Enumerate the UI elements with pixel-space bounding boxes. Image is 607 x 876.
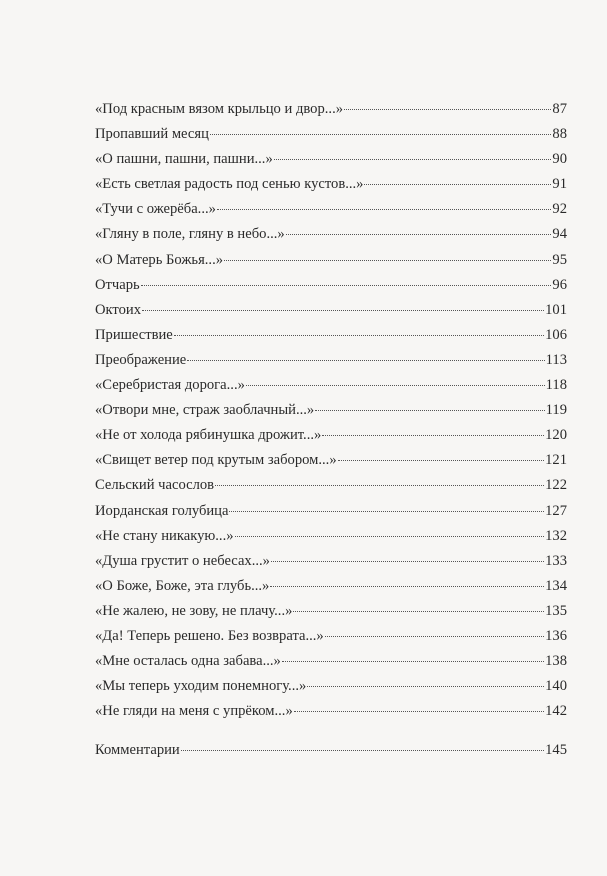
toc-dot-leader — [344, 109, 551, 110]
toc-dot-leader — [229, 511, 544, 512]
toc-entry-page: 120 — [545, 427, 567, 444]
toc-entry-title: «Гляну в поле, гляну в небо...» — [95, 226, 285, 243]
toc-entry-title: «Душа грустит о небесах...» — [95, 552, 270, 569]
toc-dot-leader — [224, 260, 551, 261]
toc-dot-leader — [315, 410, 544, 411]
toc-entry-title: Пришествие — [95, 326, 173, 343]
toc-entry-title: Преображение — [95, 351, 187, 368]
toc-entry[interactable] — [95, 448, 567, 473]
toc-entry[interactable] — [95, 248, 567, 273]
toc-entry-title: «О Матерь Божья...» — [95, 251, 224, 268]
toc-entry-page: 96 — [552, 276, 567, 293]
toc-entry[interactable] — [95, 97, 567, 122]
toc-entry-title: Октоих — [95, 301, 142, 318]
toc-entry-page: 91 — [552, 176, 567, 193]
toc-entry-page: 106 — [545, 326, 567, 343]
toc-dot-leader — [282, 661, 544, 662]
toc-entry-page: 121 — [545, 452, 567, 469]
toc-entry-title: «Мне осталась одна забава...» — [95, 653, 281, 670]
toc-entry[interactable] — [95, 373, 567, 398]
toc-dot-leader — [187, 360, 544, 361]
toc-entry-title: «Да! Теперь решено. Без возврата...» — [95, 627, 324, 644]
toc-dot-leader — [325, 636, 544, 637]
toc-entry-title: «Под красным вязом крыльцо и двор...» — [95, 101, 344, 117]
toc-entry-title: «Не стану никакую...» — [95, 527, 234, 544]
toc-entry[interactable] — [95, 549, 567, 574]
toc-entry[interactable] — [95, 699, 567, 724]
toc-dot-leader — [286, 234, 552, 235]
toc-dot-leader — [271, 561, 544, 562]
toc-dot-leader — [293, 611, 544, 612]
toc-entry-page: 95 — [552, 251, 567, 268]
toc-entry-title: Иорданская голубица — [95, 502, 229, 519]
toc-entry-page: 122 — [545, 477, 567, 494]
toc-entry-page: 118 — [545, 377, 567, 394]
toc-entry-title: Сельский часослов — [95, 477, 215, 494]
toc-dot-leader — [235, 536, 545, 537]
toc-entry-title: «О пашни, пашни, пашни...» — [95, 151, 273, 168]
toc-entry[interactable] — [95, 398, 567, 423]
toc-entry-page: 90 — [552, 151, 567, 168]
toc-entry[interactable] — [95, 222, 567, 247]
toc-dot-leader — [246, 385, 545, 386]
toc-entry-page: 138 — [545, 653, 567, 670]
toc-entry-title: «О Боже, Боже, эта глубь...» — [95, 577, 270, 594]
toc-dot-leader — [215, 485, 544, 486]
toc-dot-leader — [338, 460, 544, 461]
toc-entry[interactable] — [95, 524, 567, 549]
toc-dot-leader — [364, 184, 551, 185]
toc-entry[interactable] — [95, 348, 567, 373]
toc-entry-title: «Свищет ветер под крутым забором...» — [95, 452, 337, 469]
toc-entry-page: 94 — [552, 226, 567, 243]
toc-entry-page: 101 — [545, 301, 567, 318]
toc-entry[interactable] — [95, 574, 567, 599]
toc-entry-page: 133 — [545, 552, 567, 569]
toc-dot-leader — [294, 711, 544, 712]
toc-entry[interactable] — [95, 122, 567, 147]
toc-entry[interactable] — [95, 197, 567, 222]
toc-entry[interactable] — [95, 473, 567, 498]
toc-entry-title: «Не жалею, не зову, не плачу...» — [95, 602, 293, 619]
toc-dot-leader — [217, 209, 551, 210]
toc-entry-title: «Серебристая дорога...» — [95, 377, 245, 394]
toc-entry[interactable] — [95, 599, 567, 624]
toc-entry-title: «Мы теперь уходим понемногу...» — [95, 678, 307, 695]
toc-entry-page: 134 — [545, 577, 567, 594]
toc-dot-leader — [174, 335, 544, 336]
toc-entry-title: Отчарь — [95, 276, 140, 293]
toc-entry-page: 136 — [545, 627, 567, 644]
toc-entry[interactable] — [95, 499, 567, 524]
toc-entry-page: 87 — [552, 101, 567, 117]
toc-entry[interactable] — [95, 147, 567, 172]
toc-entry-page: 135 — [545, 602, 567, 619]
toc-entry[interactable] — [95, 273, 567, 298]
toc-entry[interactable] — [95, 649, 567, 674]
toc-entry-title: Пропавший месяц — [95, 126, 209, 143]
toc-dot-leader — [274, 159, 552, 160]
toc-entry-page: 119 — [545, 402, 567, 419]
toc-entry-title: Комментарии — [95, 742, 180, 759]
toc-entry[interactable] — [95, 323, 567, 348]
toc-entry-page: 140 — [545, 678, 567, 695]
toc-dot-leader — [210, 134, 552, 135]
toc-entry-title: «Не гляди на меня с упрёком...» — [95, 703, 293, 720]
toc-dot-leader — [322, 435, 544, 436]
toc-entry-title: «Есть светлая радость под сенью кустов...» — [95, 176, 364, 193]
toc-dot-leader — [141, 285, 552, 286]
toc-dot-leader — [181, 750, 544, 751]
toc-entry-page: 145 — [545, 742, 567, 759]
toc-entry-page: 92 — [552, 201, 567, 218]
toc-entry[interactable] — [95, 423, 567, 448]
toc-dot-leader — [307, 686, 544, 687]
toc-entry-page: 113 — [545, 351, 567, 368]
toc-entry-title: «Тучи с ожерёба...» — [95, 201, 216, 218]
toc-entry[interactable] — [95, 624, 567, 649]
toc-dot-leader — [270, 586, 544, 587]
toc-entry[interactable] — [95, 298, 567, 323]
toc-dot-leader — [142, 310, 544, 311]
toc-entry-page: 127 — [545, 502, 567, 519]
toc-entry-commentary[interactable] — [95, 738, 567, 763]
toc-entry-title: «Отвори мне, страж заоблачный...» — [95, 402, 315, 419]
toc-entry-page: 132 — [545, 527, 567, 544]
toc-entry[interactable] — [95, 674, 567, 699]
toc-entry-page: 88 — [552, 126, 567, 143]
toc-entry[interactable] — [95, 172, 567, 197]
toc-entry-title: «Не от холода рябинушка дрожит...» — [95, 427, 322, 444]
toc-entry-page: 142 — [545, 703, 567, 720]
table-of-contents — [95, 97, 567, 763]
